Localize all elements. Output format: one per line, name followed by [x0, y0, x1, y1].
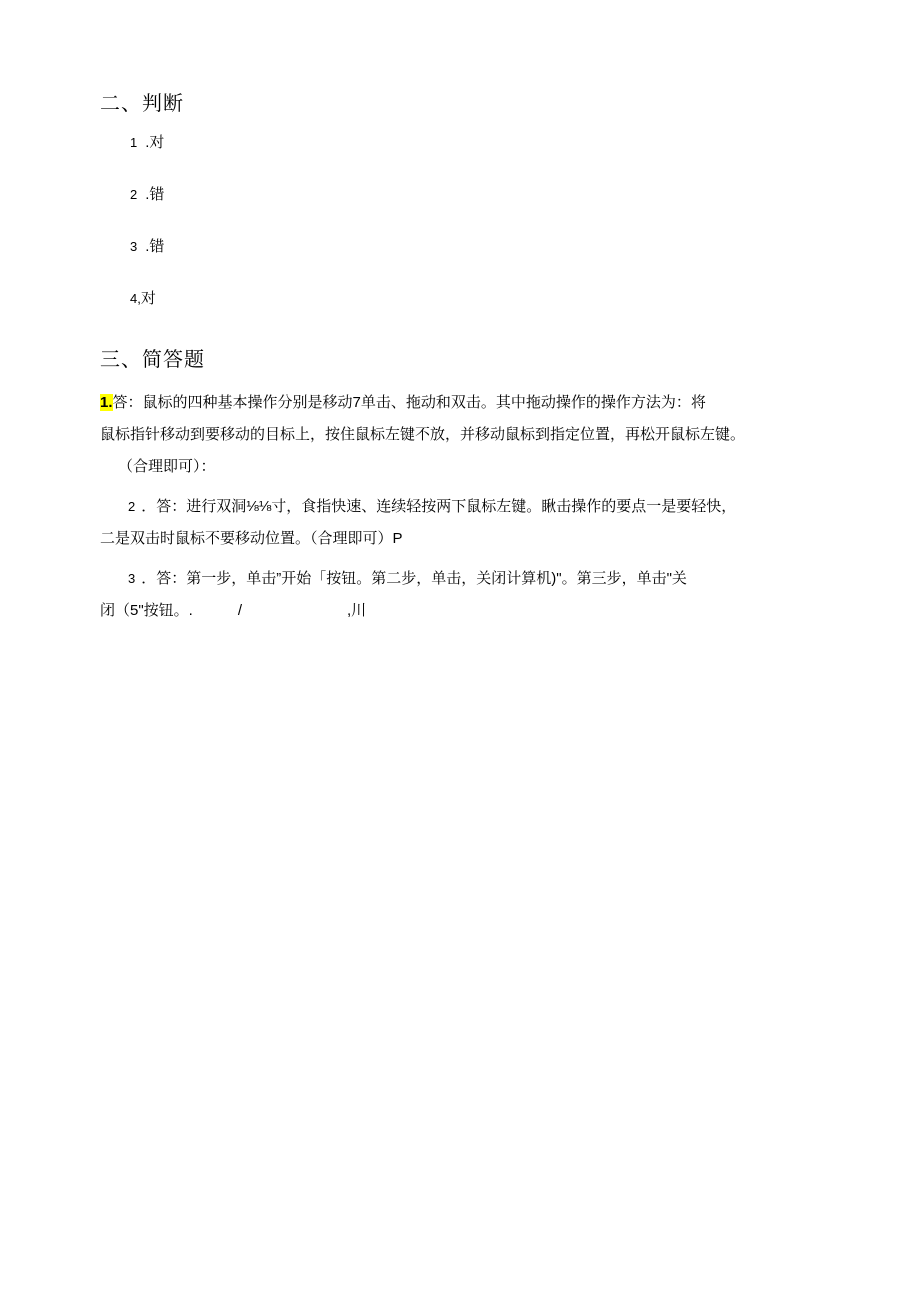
- list-item-number: 3: [130, 239, 138, 254]
- answer-3-text-1: 第一步，单击”开始「按钮。第二步，单击，关闭计算机)"。第三步，单击"关: [186, 570, 687, 587]
- answer-2-line-1: [100, 492, 840, 522]
- list-item-text: .错: [145, 238, 165, 255]
- answer-1-line-3: （合理即可）：: [118, 458, 216, 475]
- true-false-list: [100, 132, 840, 310]
- document-content: [100, 90, 840, 630]
- list-item: [100, 288, 840, 310]
- answer-1-text-1: 鼠标的四种基本操作分别是移动7单击、拖动和双击。其中拖动操作的操作方法为：将: [142, 394, 706, 411]
- list-item-text: .对: [145, 134, 165, 151]
- answer-1-marker: 1.: [100, 394, 113, 411]
- answer-2-lead: ．答：: [141, 498, 187, 515]
- answer-3-line-2: 闭（5"按钮。. / ,川: [100, 602, 367, 619]
- list-item: [100, 236, 840, 258]
- answer-1-line-2: 鼠标指针移动到要移动的目标上，按住鼠标左键不放，并移动鼠标到指定位置，再松开鼠标左键。: [100, 426, 746, 443]
- answer-1-line-1: [100, 388, 840, 418]
- list-item: [100, 132, 840, 154]
- answer-1-lead: 答：: [112, 394, 143, 411]
- list-item-text: 对: [140, 290, 156, 307]
- list-item-number: 4,: [130, 291, 141, 306]
- answer-2-line-2: 二是双击时鼠标不要移动位置。（合理即可）P: [100, 530, 403, 547]
- short-answer-block: [100, 388, 840, 626]
- answer-3-line-1: [100, 564, 840, 594]
- section-heading-true-false: 二、判断: [100, 93, 184, 115]
- list-item-text: .错: [145, 186, 165, 203]
- answer-2-text-1: 进行双洞⅛⅛寸，食指快速、连续轻按两下鼠标左键。瞅击操作的要点一是要轻快，: [186, 498, 737, 515]
- list-item: [100, 184, 840, 206]
- list-item-number: 1: [130, 135, 138, 150]
- list-item-number: 2: [130, 187, 138, 202]
- answer-2-marker: 2: [128, 499, 136, 514]
- section-heading-short-answer: 三、简答题: [100, 349, 205, 371]
- answer-3-lead: ．答：: [141, 570, 187, 587]
- answer-3-marker: 3: [128, 571, 136, 586]
